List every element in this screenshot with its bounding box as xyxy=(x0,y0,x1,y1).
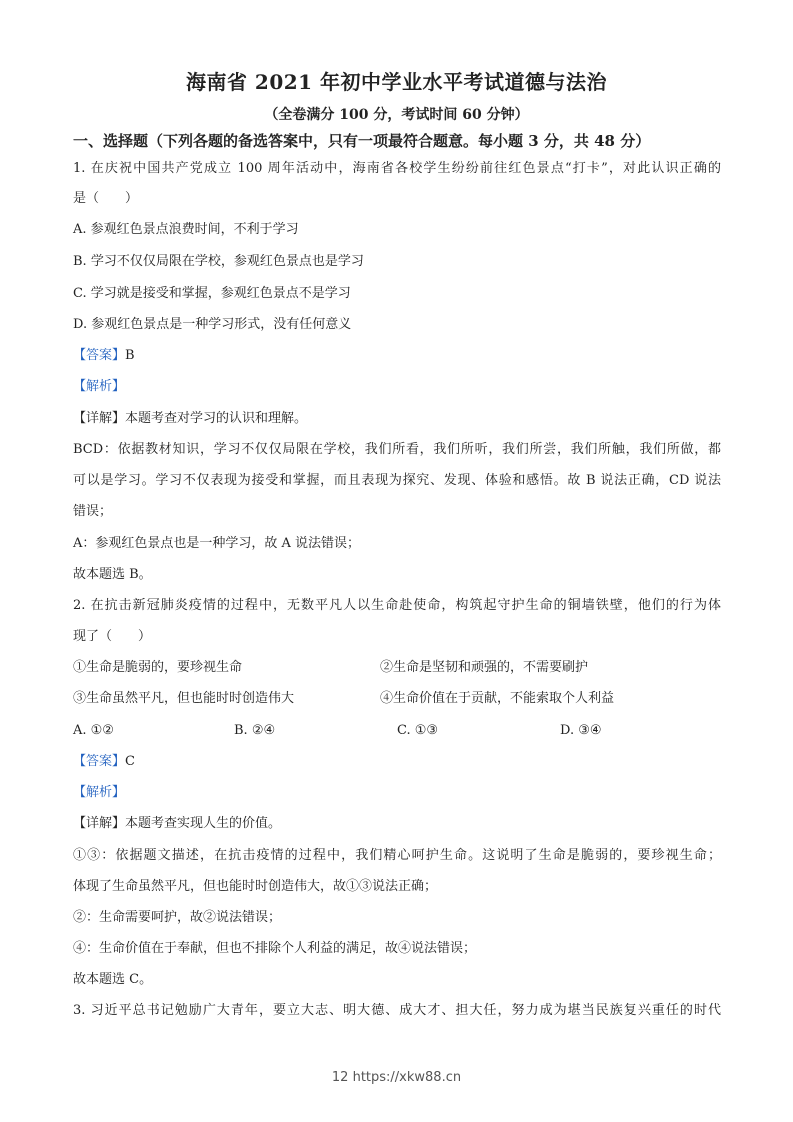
q2-statement-1: ①生命是脆弱的，要珍视生命 xyxy=(73,660,243,675)
q1-answer xyxy=(73,347,135,365)
q1-option-d: D. 参观红色景点是一种学习形式，没有任何意义 xyxy=(73,317,352,332)
q2-analysis-tag: 【解析】 xyxy=(73,785,126,800)
q1-explanation-line3: 错误； xyxy=(73,504,113,519)
page-footer: 12 https://xkw88.cn xyxy=(331,1070,462,1085)
section-heading: 一、选择题（下列各题的备选答案中，只有一项最符合题意。每小题 3 分，共 48 分） xyxy=(73,132,651,150)
answer-value: C xyxy=(125,754,135,769)
q2-answer xyxy=(73,753,135,771)
q1-option-a: A. 参观红色景点浪费时间，不利于学习 xyxy=(73,222,299,237)
q1-option-b: B. 学习不仅仅局限在学校，参观红色景点也是学习 xyxy=(73,254,364,269)
q2-option-a: A. ①② xyxy=(73,723,114,738)
q2-explanation-line1: ①③：依据题文描述，在抗击疫情的过程中，我们精心呵护生命。这说明了生命是脆弱的，要珍视生命； xyxy=(73,848,721,863)
q1-stem-line1: 1. 在庆祝中国共产党成立 100 周年活动中，海南省各校学生纷纷前往红色景点“打卡”，对此认识正确的 xyxy=(73,161,721,176)
q1-stem-line2: 是（ ） xyxy=(73,191,139,206)
detail-text: 本题考查对学习的认识和理解。 xyxy=(125,411,308,426)
q2-stem-line2: 现了（ ） xyxy=(73,629,152,644)
q2-explanation-line4: ④：生命价值在于奉献，但也不排除个人利益的满足，故④说法错误； xyxy=(73,941,477,956)
q2-statement-3: ③生命虽然平凡，但也能时时创造伟大 xyxy=(73,691,295,706)
answer-tag: 【答案】 xyxy=(73,348,126,363)
q2-explanation-line2: 体现了生命虽然平凡，但也能时时创造伟大，故①③说法正确； xyxy=(73,879,438,894)
q2-statement-4: ④生命价值在于贡献，不能索取个人利益 xyxy=(380,691,615,706)
q2-detail xyxy=(73,815,281,833)
q2-statement-2: ②生命是坚韧和顽强的，不需要刷护 xyxy=(380,660,589,675)
q2-option-c: C. ①③ xyxy=(397,723,439,738)
detail-text: 本题考查实现人生的价值。 xyxy=(125,816,282,831)
q2-stem-line1: 2. 在抗击新冠肺炎疫情的过程中，无数平凡人以生命赴使命，构筑起守护生命的铜墙铁壁，他们的行为体 xyxy=(73,598,721,613)
q1-analysis-tag: 【解析】 xyxy=(73,379,126,394)
detail-tag: 【详解】 xyxy=(73,411,126,426)
page-title: 海南省 2021 年初中学业水平考试道德与法治 xyxy=(185,70,608,94)
q1-explanation-line2: 可以是学习。学习不仅表现为接受和掌握，而且表现为探究、发现、体验和感悟。故 B 说法正确，CD 说法 xyxy=(73,473,721,488)
detail-tag: 【详解】 xyxy=(73,816,126,831)
q1-detail xyxy=(73,410,307,428)
answer-value: B xyxy=(125,348,135,363)
answer-tag: 【答案】 xyxy=(73,754,126,769)
q2-option-b: B. ②④ xyxy=(234,723,276,738)
q2-explanation-line3: ②：生命需要呵护，故②说法错误； xyxy=(73,910,282,925)
q1-explanation-line4: A：参观红色景点也是一种学习，故 A 说法错误； xyxy=(73,536,361,551)
q3-stem-line1: 3. 习近平总书记勉励广大青年，要立大志、明大德、成大才、担大任，努力成为堪当民族复兴重任的时代 xyxy=(73,1003,721,1018)
q1-option-c: C. 学习就是接受和掌握，参观红色景点不是学习 xyxy=(73,286,351,301)
q1-explanation-line5: 故本题选 B。 xyxy=(73,567,152,582)
q2-explanation-line5: 故本题选 C。 xyxy=(73,972,153,987)
q2-option-d: D. ③④ xyxy=(560,723,602,738)
page-subtitle: （全卷满分 100 分，考试时间 60 分钟） xyxy=(264,107,529,123)
q1-explanation-line1: BCD：依据教材知识，学习不仅仅局限在学校，我们所看，我们所听，我们所尝，我们所触，我们所做，都 xyxy=(73,442,721,457)
